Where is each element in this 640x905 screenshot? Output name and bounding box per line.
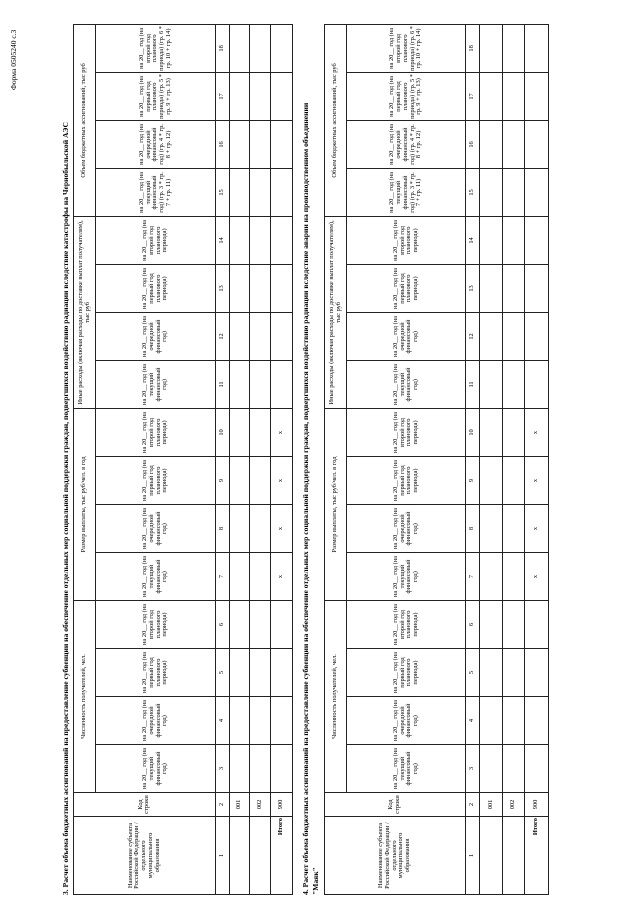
total-label: Итого: [270, 817, 292, 895]
x-mark: x: [524, 408, 548, 456]
header-year: на 20__ год (на второй год планового периода): [347, 216, 466, 264]
header-other: Иные расходы (включая расходы по доставке выплат получателям), тыс руб: [325, 216, 347, 408]
header-recipients: Численность получателей, чел.: [74, 601, 96, 793]
header-name: Наименование субъекта Российской Федерации / отдельного муниципального образования: [74, 817, 216, 895]
colnum: 6: [466, 601, 480, 649]
header-year: на 20__ год (на очередной финансовый год): [347, 697, 466, 745]
row-code: 001: [230, 793, 250, 817]
x-mark: x: [270, 408, 292, 456]
header-volume-year: на 20__ год (на очередной финансовый год) (гр. 4 * гр. 8 + гр. 12): [96, 120, 216, 168]
colnum: 11: [215, 360, 229, 408]
x-mark: x: [524, 505, 548, 553]
section3-title: 3. Расчет объема бюджетных ассигнований на предоставление субвенции на обеспечение отдельных мер социальной поддержки граждан, подвергшихся воздействию радиации вследствие катастрофы на Чернобыльской АЭС: [61, 122, 70, 895]
colnum: 13: [215, 264, 229, 312]
colnum: 17: [215, 72, 229, 120]
header-year: на 20__ год (на текущий финансовый год): [347, 553, 466, 601]
colnum: 11: [466, 360, 480, 408]
header-year: на 20__ год (на очередной финансовый год): [347, 312, 466, 360]
header-code: Код строки: [325, 793, 466, 817]
colnum: 3: [215, 745, 229, 793]
form-label: Форма 0505240 с.3: [9, 29, 18, 90]
header-volume-year: на 20__ год (на текущий финансовый год) (гр. 3 * гр. 7 + гр. 11): [96, 168, 216, 216]
table-row: [502, 24, 524, 894]
header-volume-year: на 20__ год (на первый год планового периода) (гр. 5 * гр. 9 + гр. 13): [96, 72, 216, 120]
header-year: на 20__ год (на первый год планового периода): [96, 457, 216, 505]
header-year: на 20__ год (на очередной финансовый год): [96, 312, 216, 360]
table-row: [250, 24, 270, 894]
header-year: на 20__ год (на текущий финансовый год): [96, 745, 216, 793]
colnum: 8: [215, 505, 229, 553]
colnum: 4: [466, 697, 480, 745]
colnum: 4: [215, 697, 229, 745]
section4-table: [324, 24, 549, 895]
row-code: 001: [480, 793, 502, 817]
colnum: 10: [466, 408, 480, 456]
row-code: 002: [250, 793, 270, 817]
total-label: Итого: [524, 817, 548, 895]
colnum: 18: [215, 24, 229, 72]
row-code: 900: [524, 793, 548, 817]
colnum: 1: [215, 817, 229, 895]
header-year: на 20__ год (на первый год планового периода): [347, 264, 466, 312]
colnum: 2: [215, 793, 229, 817]
colnum: 7: [215, 553, 229, 601]
header-year: на 20__ год (на первый год планового периода): [96, 264, 216, 312]
header-year: на 20__ год (на текущий финансовый год): [347, 745, 466, 793]
header-year: на 20__ год (на очередной финансовый год): [347, 505, 466, 553]
header-year: на 20__ год (на очередной финансовый год): [96, 697, 216, 745]
header-year: на 20__ год (на второй год планового периода): [96, 601, 216, 649]
colnum: 14: [215, 216, 229, 264]
total-row: [270, 24, 292, 894]
colnum: 14: [466, 216, 480, 264]
x-mark: x: [270, 505, 292, 553]
colnum: 13: [466, 264, 480, 312]
header-volume-year: на 20__ год (на текущий финансовый год) (гр. 3 * гр. 7 + гр. 11): [347, 168, 466, 216]
header-volume-year: на 20__ год (на первый год планового периода) (гр. 5 * гр. 9 + гр. 13): [347, 72, 466, 120]
header-payment: Размер выплаты, тыс руб/чел. в год: [74, 408, 96, 600]
x-mark: x: [524, 457, 548, 505]
x-mark: x: [270, 457, 292, 505]
colnum: 9: [215, 457, 229, 505]
section4-subtitle: "Маяк": [311, 867, 320, 895]
header-recipients: Численность получателей, чел.: [325, 601, 347, 793]
header-volume-year: на 20__ год (на второй год планового периода) (гр. 6 * гр. 10 + гр. 14): [96, 24, 216, 72]
header-year: на 20__ год (на текущий финансовый год): [96, 553, 216, 601]
header-year: на 20__ год (на второй год планового периода): [347, 408, 466, 456]
header-year: на 20__ год (на первый год планового периода): [96, 649, 216, 697]
table-row: [230, 24, 250, 894]
colnum: 17: [466, 72, 480, 120]
colnum: 3: [466, 745, 480, 793]
header-year: на 20__ год (на очередной финансовый год): [96, 505, 216, 553]
x-mark: x: [524, 553, 548, 601]
colnum: 16: [215, 120, 229, 168]
colnum: 10: [215, 408, 229, 456]
colnum: 18: [466, 24, 480, 72]
colnum: 2: [466, 793, 480, 817]
colnum: 9: [466, 457, 480, 505]
x-mark: x: [270, 553, 292, 601]
header-year: на 20__ год (на первый год планового периода): [347, 457, 466, 505]
colnum: 12: [466, 312, 480, 360]
colnum: 12: [215, 312, 229, 360]
colnum: 15: [215, 168, 229, 216]
colnum: 5: [215, 649, 229, 697]
colnum: 8: [466, 505, 480, 553]
colnum: 16: [466, 120, 480, 168]
header-year: на 20__ год (на текущий финансовый год): [347, 360, 466, 408]
header-year: на 20__ год (на второй год планового периода): [96, 408, 216, 456]
total-row: [524, 24, 548, 894]
colnum: 1: [466, 817, 480, 895]
header-volume: Объем бюджетных ассигнований, тыс руб: [325, 24, 347, 216]
header-year: на 20__ год (на второй год планового периода): [96, 216, 216, 264]
row-code: 900: [270, 793, 292, 817]
header-payment: Размер выплаты, тыс руб/чел. в год: [325, 408, 347, 600]
section4-title: 4. Расчет объема бюджетных ассигнований на предоставление субвенции на обеспечение отдельных мер социальной поддержки граждан, подвергшихся воздействию радиации вследствие аварии на производственном объединении: [301, 102, 310, 895]
header-name: Наименование субъекта Российской Федерации / отдельного муниципального образования: [325, 817, 466, 895]
header-volume: Объем бюджетных ассигнований, тыс руб: [74, 24, 96, 216]
table-row: [480, 24, 502, 894]
header-code: Код строки: [74, 793, 216, 817]
header-year: на 20__ год (на текущий финансовый год): [96, 360, 216, 408]
header-year: на 20__ год (на второй год планового периода): [347, 601, 466, 649]
colnum: 15: [466, 168, 480, 216]
colnum: 6: [215, 601, 229, 649]
header-other: Иные расходы (включая расходы по доставке выплат получателям), тыс руб: [74, 216, 96, 408]
header-volume-year: на 20__ год (на второй год планового периода) (гр. 6 * гр. 10 + гр. 14): [347, 24, 466, 72]
colnum: 7: [466, 553, 480, 601]
header-year: на 20__ год (на первый год планового периода): [347, 649, 466, 697]
row-code: 002: [502, 793, 524, 817]
colnum: 5: [466, 649, 480, 697]
section3-table: [73, 24, 293, 895]
header-volume-year: на 20__ год (на очередной финансовый год) (гр. 4 * гр. 8 + гр. 12): [347, 120, 466, 168]
